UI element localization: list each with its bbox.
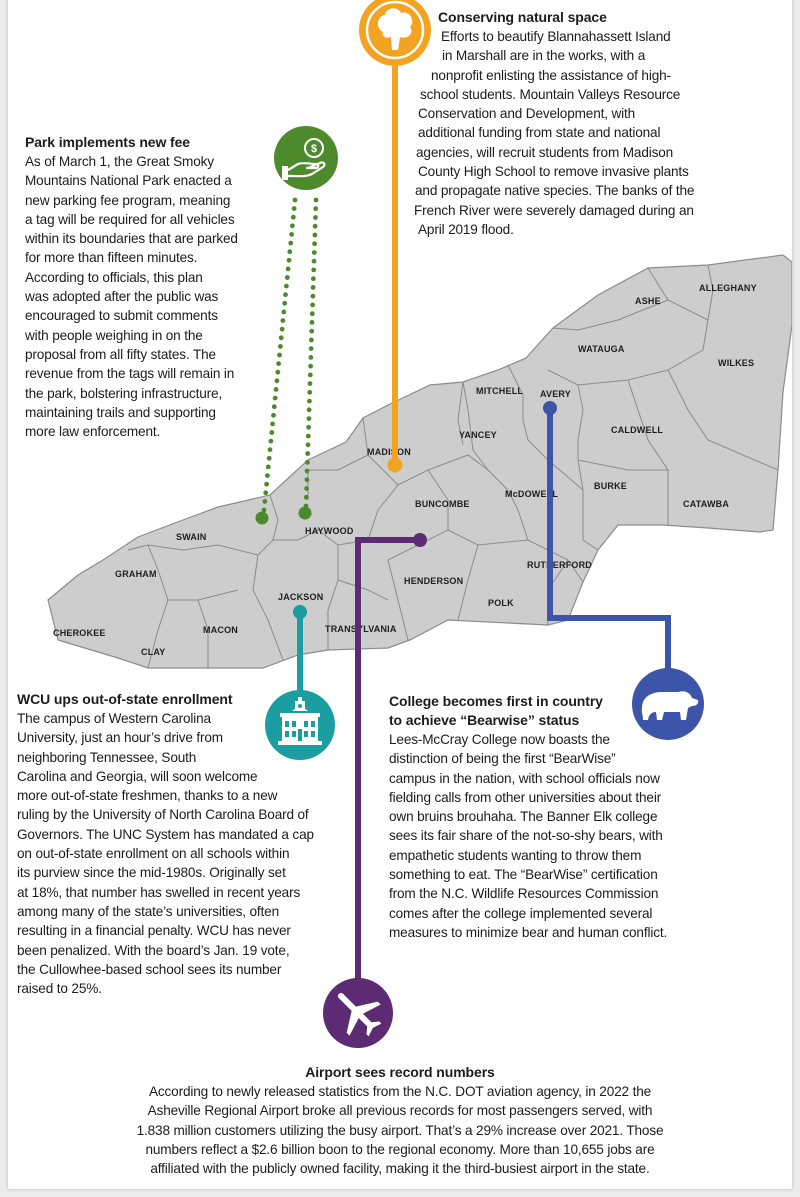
county-label-yancey: YANCEY [459, 430, 497, 440]
connector-dot [267, 456, 272, 461]
county-label-madison: MADISON [367, 447, 411, 457]
infographic-page [8, 0, 792, 1189]
connector-dot [307, 416, 312, 421]
county-label-mitchell: MITCHELL [476, 386, 524, 396]
county-label-rutherford: RUTHERFORD [527, 560, 592, 570]
connector-dot [311, 285, 316, 290]
connector-dot [291, 215, 296, 220]
connector-dot [290, 223, 295, 228]
connector-dot [313, 224, 318, 229]
connector-dot [286, 267, 291, 272]
park-fee-line-6: According to officials, this plan [25, 269, 203, 285]
park-fee-line-9: with people weighing in on the [25, 327, 203, 343]
park-fee-line-3: a tag will be required for all vehicles [25, 211, 235, 227]
connector-dot [308, 381, 313, 386]
connector-dot [287, 249, 292, 254]
wcu-line-8: its purview since the mid-1980s. Originally set [17, 865, 286, 881]
connector-dot [306, 425, 311, 430]
wcu-line-1: University, just an hour’s drive from [17, 730, 223, 746]
connector-dot [309, 355, 314, 360]
county-label-catawba: CATAWBA [683, 499, 730, 509]
county-label-watauga: WATAUGA [578, 344, 625, 354]
connector-dot [284, 284, 289, 289]
wcu-headline: WCU ups out-of-state enrollment [17, 691, 233, 707]
park-fee-line-10: proposal from all fifty states. The [25, 346, 216, 362]
park-fee-line-11: revenue from the tags will remain in [25, 366, 235, 382]
natural-space-line-3: school students. Mountain Valleys Resource [420, 86, 681, 102]
bearwise-line-7: something to eat. The “BearWise” certification [389, 867, 658, 883]
bearwise-line-8: from the N.C. Wildlife Resources Commission [389, 886, 659, 902]
connector-dot [304, 486, 309, 491]
bearwise-line-4: own bruins brouhaha. The Banner Elk college [389, 809, 658, 825]
county-label-cherokee: CHEROKEE [53, 628, 106, 638]
connector-dot [293, 198, 298, 203]
connector-dot [309, 346, 314, 351]
park-fee-line-8: encouraged to submit comments [25, 308, 218, 324]
connector-dot [281, 318, 286, 323]
connector-dot [282, 301, 287, 306]
bearwise-line-1: distinction of being the first “BearWise” [389, 751, 616, 767]
connector-dot [313, 206, 318, 211]
bearwise-line-10: measures to minimize bear and human conflict. [389, 924, 668, 940]
county-label-avery: AVERY [540, 389, 572, 399]
connector-dot [313, 233, 318, 238]
connector-dot [305, 477, 310, 482]
connector-dot [311, 268, 316, 273]
park-fee-line-2: new parking fee program, meaning [25, 192, 231, 208]
hand-money-icon [274, 126, 338, 190]
wcu-line-3: Carolina and Georgia, will soon welcome [17, 768, 258, 784]
connector-dot [310, 303, 315, 308]
bearwise-line-2: campus in the nation, with school officials now [389, 770, 660, 786]
bearwise-headline-line-1: to achieve “Bearwise” status [389, 712, 580, 728]
connector-dot [306, 442, 311, 447]
connector-dot [305, 451, 310, 456]
wcu-line-5: ruling by the University of North Carolina Board of [17, 807, 309, 823]
connector-dot [307, 390, 312, 395]
natural-space-line-2: nonprofit enlisting the assistance of high- [431, 67, 671, 83]
wcu-line-2: neighboring Tennessee, South [17, 749, 197, 765]
park-fee-line-12: the park, bolstering infrastructure, [25, 385, 223, 401]
county-label-wilkes: WILKES [718, 358, 755, 368]
connector-dot [305, 460, 310, 465]
wcu-line-14: raised to 25%. [17, 981, 102, 997]
park-fee-line-14: more law enforcement. [25, 424, 161, 440]
story-park-fee [25, 133, 280, 441]
county-label-transylvania: TRANSYLVANIA [325, 624, 397, 634]
airport-line-4: affiliated with the publicly owned facility, making it the third-busiest airport in the state. [150, 1161, 650, 1177]
airport-headline: Airport sees record numbers [305, 1064, 495, 1080]
bearwise-line-3: fielding calls from other universities about their [389, 789, 662, 805]
connector-dot [309, 329, 314, 334]
airport-line-3: numbers reflect a $2.6 billion boon to the regional economy. More than 10,655 jobs are [145, 1141, 655, 1157]
natural-space-line-1: in Marshall are in the works, with a [442, 48, 646, 64]
wcu-line-0: The campus of Western Carolina [17, 711, 211, 726]
bearwise-line-6: empathetic students wanting to throw them [389, 847, 642, 863]
park-fee-line-13: maintaining trails and supporting [25, 404, 216, 420]
park-fee-line-5: for more than fifteen minutes. [25, 250, 198, 266]
connector-dot [308, 373, 313, 378]
connector-dot [305, 469, 310, 474]
bearwise-headline-line-0: College becomes first in country [389, 693, 603, 709]
svg-text:$: $ [310, 143, 318, 155]
connector-dot [268, 447, 273, 452]
connector-dot [287, 258, 292, 263]
county-label-jackson: JACKSON [278, 592, 324, 602]
county-label-alleghany: ALLEGHANY [699, 283, 757, 293]
park-fee-line-1: Mountains National Park enacted a [25, 173, 232, 189]
connector-dot [312, 241, 317, 246]
natural-space-line-8: and propagate native species. The banks of the [415, 183, 695, 199]
connector-dot [312, 259, 317, 264]
county-label-polk: POLK [488, 598, 514, 608]
wcu-line-12: been penalized. With the board’s Jan. 19 vote, [17, 942, 290, 958]
natural-space-line-6: agencies, will recruit students from Madison [416, 144, 674, 160]
county-label-swain: SWAIN [176, 532, 207, 542]
bearwise-line-9: comes after the college implemented several [389, 905, 653, 921]
connector-dot [265, 473, 270, 478]
natural-space-line-4: Conservation and Development, with [418, 106, 636, 122]
connector-dot [263, 490, 268, 495]
bearwise-line-0: Lees-McCray College now boasts the [389, 732, 610, 747]
wcu-line-9: at 18%, that number has swelled in recent years [17, 884, 301, 900]
natural-space-line-9: French River were severely damaged during an [414, 202, 694, 218]
natural-space-line-7: County High School to remove invasive plants [418, 164, 689, 180]
natural-space-line-0: Efforts to beautify Blannahassett Island [441, 29, 671, 44]
connector-dot [285, 275, 290, 280]
connector-dot [309, 338, 314, 343]
story-wcu [17, 690, 347, 998]
story-airport [8, 1063, 792, 1178]
connector-dot [310, 311, 315, 316]
airport-line-1: Asheville Regional Airport broke all previous records for most passengers served, with [147, 1103, 653, 1119]
connector-dot [292, 206, 297, 211]
park-fee-line-4: within its boundaries that are parked [25, 231, 238, 247]
airport-line-0: According to newly released statistics from the N.C. DOT aviation agency, in 2022 the [148, 1084, 652, 1099]
connector-dot [307, 399, 312, 404]
county-label-caldwell: CALDWELL [611, 425, 664, 435]
wcu-line-13: the Cullowhee-based school sees its number [17, 961, 282, 977]
county-label-clay: CLAY [141, 647, 166, 657]
connector-dot [307, 407, 312, 412]
county-label-henderson: HENDERSON [404, 576, 464, 586]
wcu-line-10: among many of the state’s universities, often [17, 903, 279, 919]
county-label-buncombe: BUNCOMBE [415, 499, 470, 509]
story-natural-space [414, 8, 790, 239]
connector-dot [281, 310, 286, 315]
airport-line-2: 1.838 million customers utilizing the busy airport. That’s a 29% increase over 2021. Those [136, 1122, 664, 1138]
park-fee-line-0: As of March 1, the Great Smoky [25, 154, 214, 169]
connector-dot [264, 482, 269, 487]
natural-space-line-10: April 2019 flood. [418, 221, 514, 237]
connector-dot [314, 198, 319, 203]
connector-dot [308, 364, 313, 369]
story-bearwise [389, 692, 709, 942]
bearwise-line-5: sees its fair share of the not-so-shy bears, with [389, 828, 663, 844]
connector-dot [313, 215, 318, 220]
wcu-line-4: more out-of-state freshmen, thanks to a new [17, 788, 278, 804]
county-label-mcdowell: McDOWELL [505, 489, 559, 499]
county-label-ashe: ASHE [635, 296, 661, 306]
park-fee-headline: Park implements new fee [25, 134, 190, 150]
county-label-macon: MACON [203, 625, 238, 635]
connector-dot [306, 434, 311, 439]
natural-space-headline: Conserving natural space [438, 9, 607, 25]
connector-dot [266, 465, 271, 470]
connector-dot [304, 495, 309, 500]
connector-dot [263, 499, 268, 504]
connector-dot [311, 276, 316, 281]
connector-dot [312, 250, 317, 255]
wcu-line-11: resulting in a financial penalty. WCU has never [17, 923, 291, 939]
county-label-haywood: HAYWOOD [305, 526, 354, 536]
connector-dot [310, 320, 315, 325]
connector-dot [280, 327, 285, 332]
wcu-line-7: on out-of-state enrollment on all schools within [17, 846, 290, 862]
natural-space-line-5: additional funding from state and national [418, 125, 661, 141]
connector-dot [283, 292, 288, 297]
park-fee-line-7: was adopted after the public was [25, 289, 219, 305]
county-label-graham: GRAHAM [115, 569, 157, 579]
connector-dot [311, 294, 316, 299]
county-label-burke: BURKE [594, 481, 628, 491]
connector-dot [288, 241, 293, 246]
connector-dot [289, 232, 294, 237]
wcu-line-6: Governors. The UNC System has mandated a cap [17, 826, 314, 842]
